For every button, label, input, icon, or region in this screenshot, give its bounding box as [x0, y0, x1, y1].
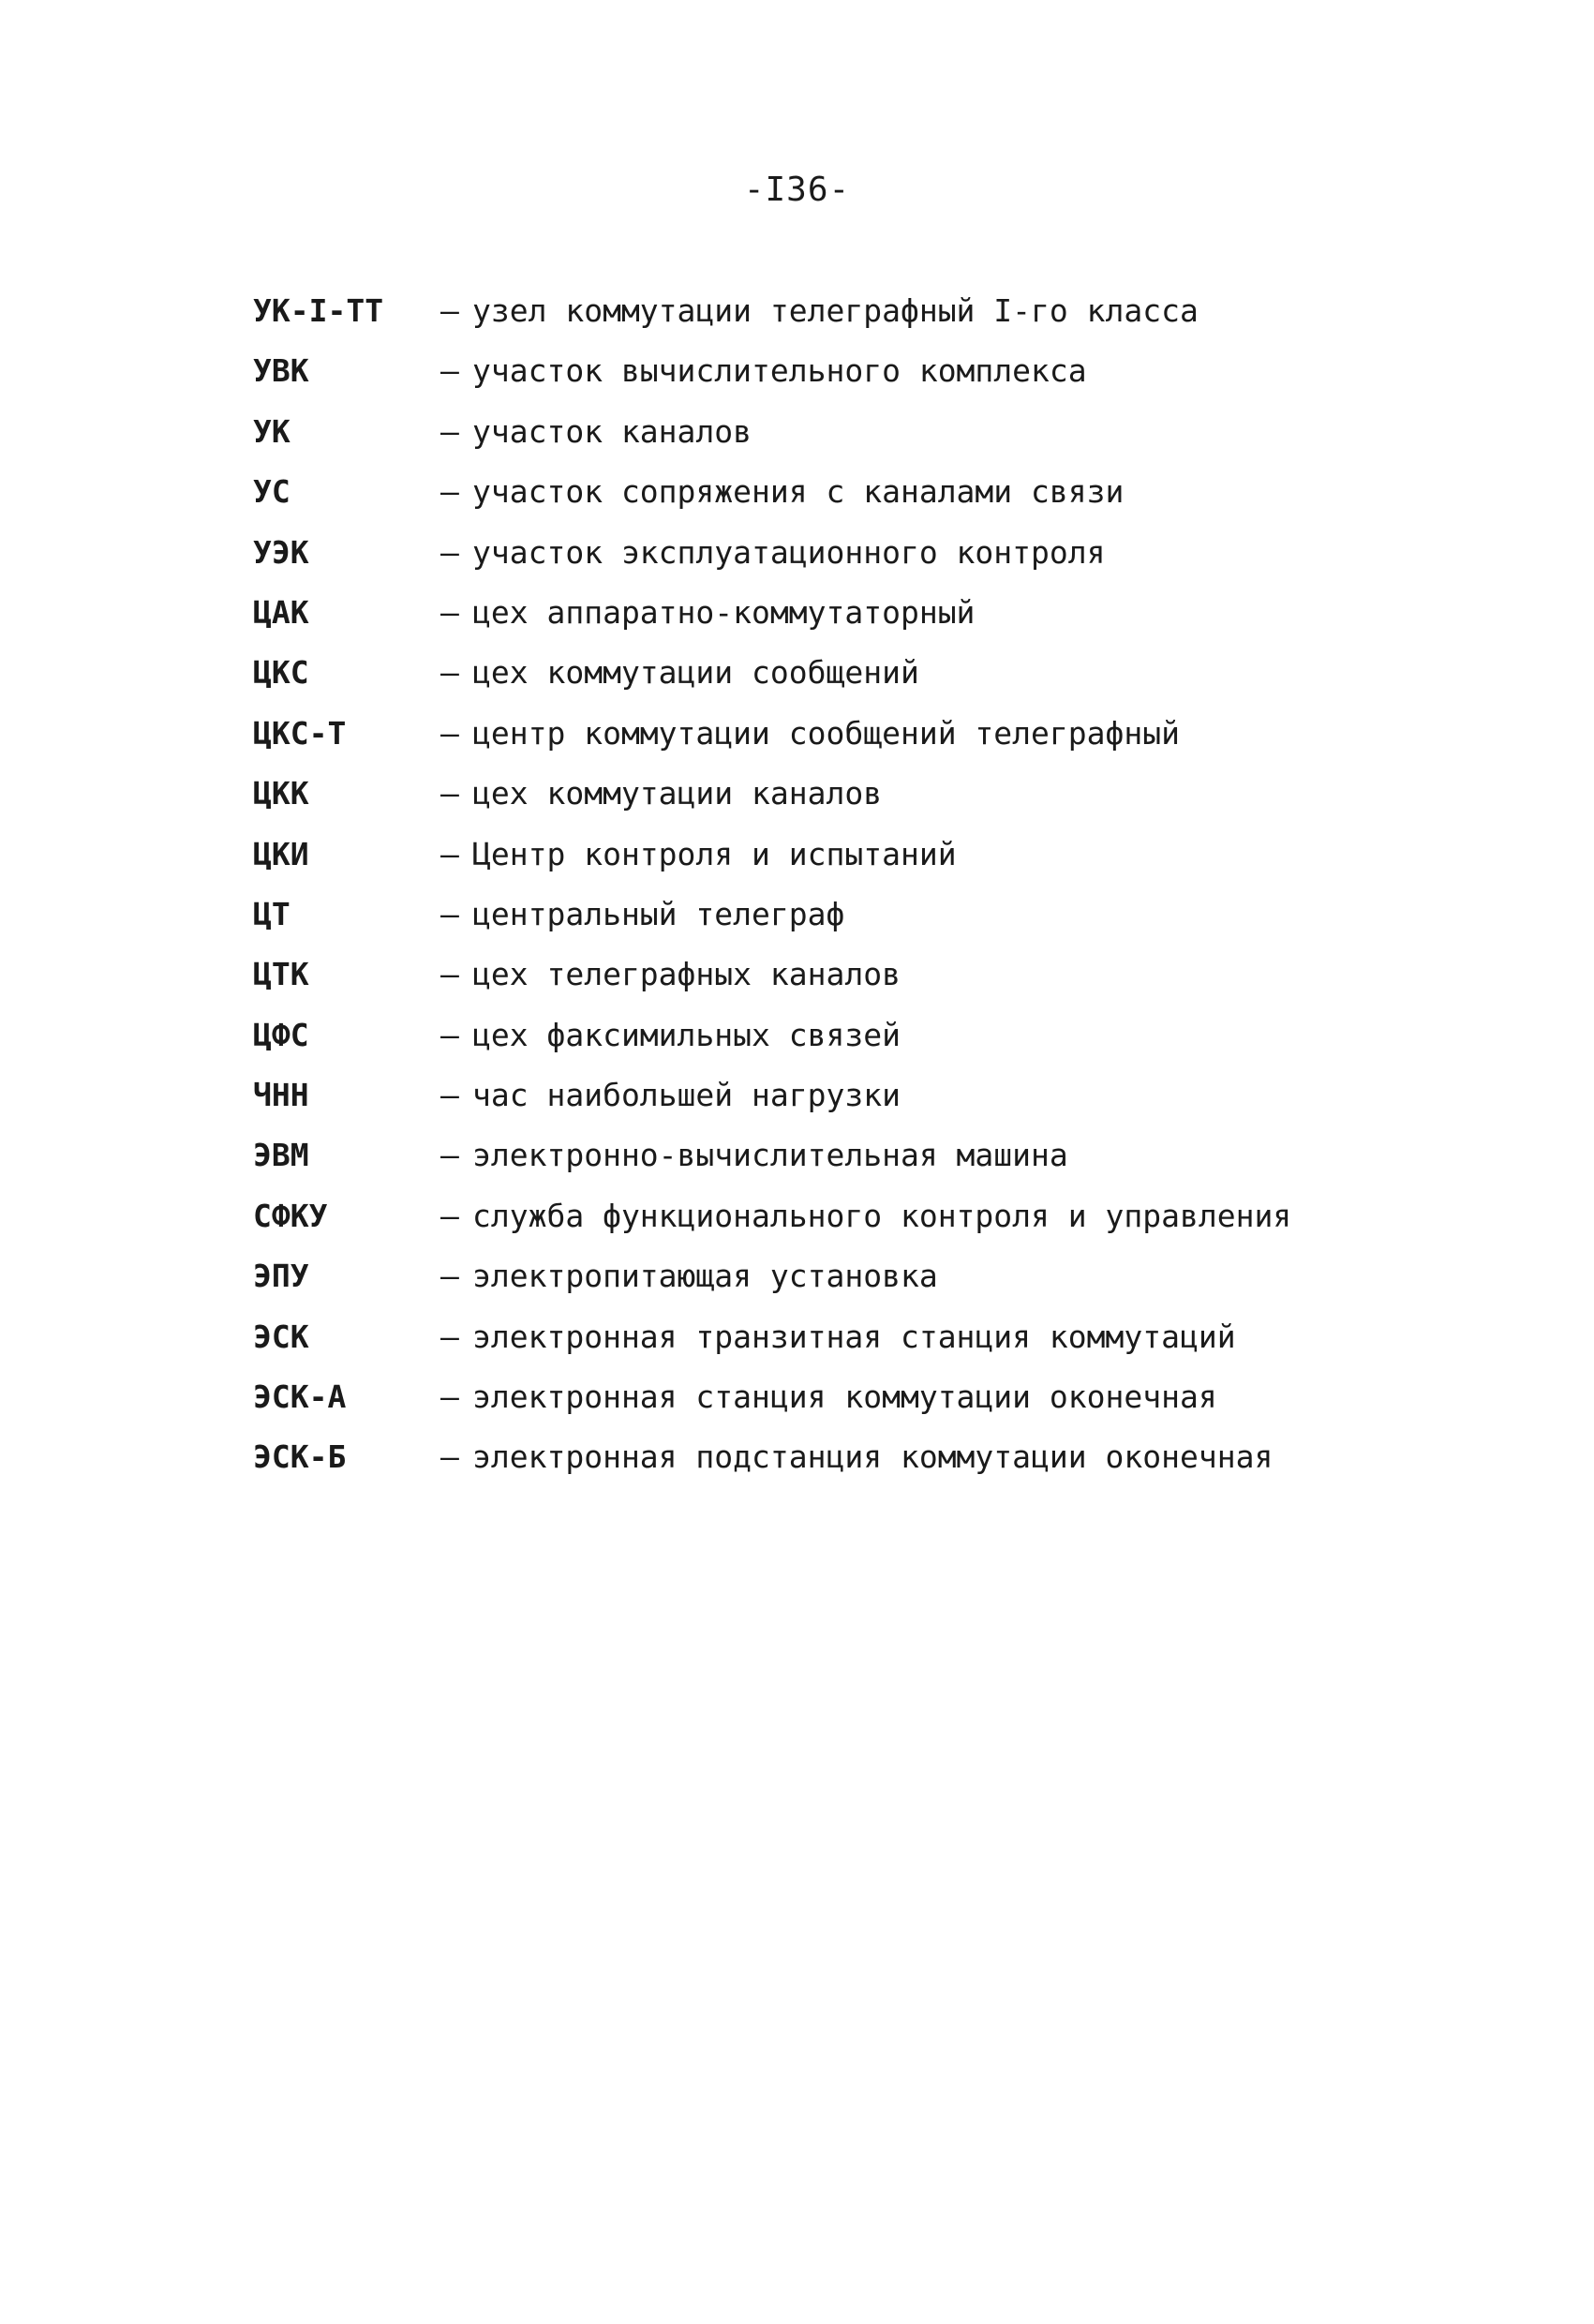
abbreviation-definition: участок эксплуатационного контроля: [472, 533, 1106, 571]
abbreviation-term: ЭСК-Б: [253, 1438, 347, 1476]
dash-separator: –: [440, 292, 459, 329]
list-item: [253, 1438, 1546, 1498]
abbreviation-definition: электронно-вычислительная машина: [472, 1137, 1068, 1174]
dash-separator: –: [440, 1137, 459, 1174]
list-item: [253, 594, 1546, 654]
abbreviation-definition: цех коммутации сообщений: [472, 654, 919, 692]
abbreviation-definition: цех аппаратно-коммутаторный: [472, 593, 976, 631]
dash-separator: –: [440, 956, 459, 993]
abbreviation-definition: Центр контроля и испытаний: [472, 835, 957, 872]
dash-separator: –: [440, 835, 459, 872]
list-item: [253, 1378, 1546, 1438]
list-item: [253, 896, 1546, 956]
abbreviation-term: УС: [253, 473, 290, 511]
list-item: [253, 1318, 1546, 1378]
abbreviation-definition: электронная станция коммутации оконечная: [472, 1378, 1217, 1416]
abbreviation-definition: участок сопряжения с каналами связи: [472, 473, 1125, 511]
abbreviation-term: УК: [253, 412, 290, 450]
abbreviation-definition: электропитающая установка: [472, 1258, 938, 1295]
abbreviation-term: ЦФС: [253, 1016, 309, 1053]
abbreviation-term: ЭВМ: [253, 1137, 309, 1174]
abbreviation-term: ЭСК-А: [253, 1378, 347, 1416]
list-item: [253, 1077, 1546, 1137]
abbreviation-term: УВК: [253, 352, 309, 390]
abbreviation-term: СФКУ: [253, 1197, 328, 1234]
dash-separator: –: [440, 654, 459, 692]
abbreviation-definition: цех коммутации каналов: [472, 775, 883, 812]
abbreviation-definition: участок вычислительного комплекса: [472, 352, 1087, 390]
abbreviation-term: ЦКИ: [253, 835, 309, 872]
abbreviation-term: УЭК: [253, 533, 309, 571]
abbreviation-definition: электронная подстанция коммутации оконечная: [472, 1438, 1274, 1476]
list-item: [253, 1198, 1546, 1258]
abbreviation-term: ЭПУ: [253, 1258, 309, 1295]
list-item: [253, 1137, 1546, 1197]
list-item: [253, 1258, 1546, 1318]
abbreviation-term: ЭСК: [253, 1318, 309, 1355]
list-item: [253, 352, 1546, 412]
abbreviation-definition: центральный телеграф: [472, 895, 845, 932]
abbreviation-definition: участок каналов: [472, 412, 752, 450]
dash-separator: –: [440, 1378, 459, 1416]
dash-separator: –: [440, 1318, 459, 1355]
dash-separator: –: [440, 714, 459, 752]
list-item: [253, 836, 1546, 896]
dash-separator: –: [440, 1016, 459, 1053]
abbreviation-term: ЦТК: [253, 956, 309, 993]
page-number: -I36-: [743, 171, 851, 209]
list-item: [253, 413, 1546, 473]
list-item: [253, 1017, 1546, 1077]
abbreviation-definition: электронная транзитная станция коммутаций: [472, 1318, 1236, 1355]
abbreviation-definition: час наибольшей нагрузки: [472, 1077, 901, 1114]
list-item: [253, 956, 1546, 1016]
abbreviation-list: [253, 292, 1546, 1499]
dash-separator: –: [440, 412, 459, 450]
abbreviation-term: ЦКК: [253, 775, 309, 812]
abbreviation-term: ЦТ: [253, 895, 290, 932]
abbreviation-definition: служба функционального контроля и управления: [472, 1197, 1292, 1234]
list-item: [253, 654, 1546, 714]
abbreviation-definition: цех телеграфных каналов: [472, 956, 901, 993]
dash-separator: –: [440, 1438, 459, 1476]
abbreviation-definition: цех факсимильных связей: [472, 1016, 901, 1053]
list-item: [253, 534, 1546, 594]
dash-separator: –: [440, 895, 459, 932]
abbreviation-term: ЦАК: [253, 593, 309, 631]
dash-separator: –: [440, 1077, 459, 1114]
dash-separator: –: [440, 1197, 459, 1234]
dash-separator: –: [440, 473, 459, 511]
list-item: [253, 473, 1546, 533]
abbreviation-term: ЦКС: [253, 654, 309, 692]
dash-separator: –: [440, 533, 459, 571]
abbreviation-term: ЦКС-Т: [253, 714, 347, 752]
list-item: [253, 775, 1546, 835]
abbreviation-term: УК-I-ТТ: [253, 292, 384, 329]
dash-separator: –: [440, 352, 459, 390]
list-item: [253, 292, 1546, 352]
dash-separator: –: [440, 775, 459, 812]
abbreviation-term: ЧНН: [253, 1077, 309, 1114]
dash-separator: –: [440, 593, 459, 631]
dash-separator: –: [440, 1258, 459, 1295]
abbreviation-definition: центр коммутации сообщений телеграфный: [472, 714, 1180, 752]
abbreviation-definition: узел коммутации телеграфный I-го класса: [472, 292, 1199, 329]
list-item: [253, 715, 1546, 775]
